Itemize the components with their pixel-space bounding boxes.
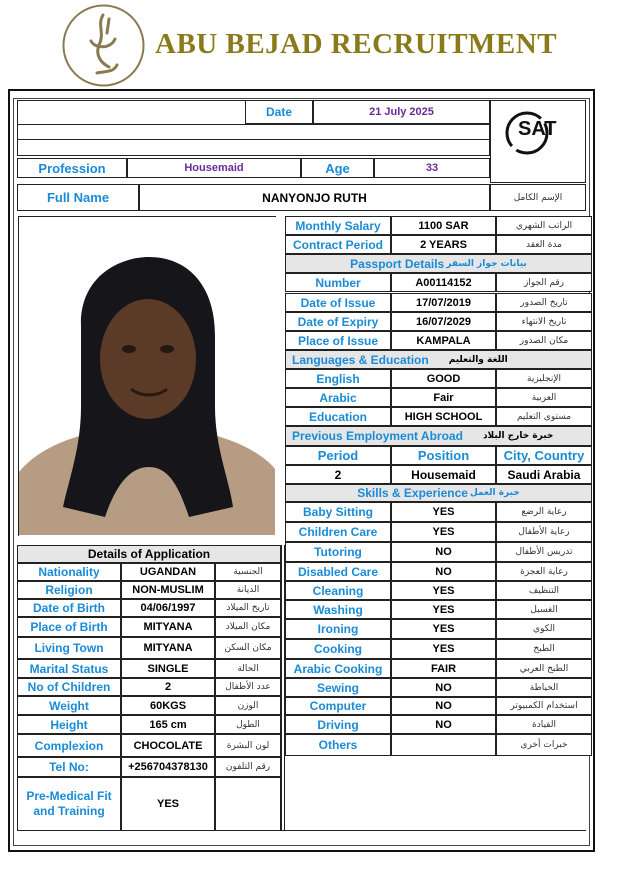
- languages-section-ar: اللغة والتعليم: [448, 354, 508, 365]
- application-row-ar: عدد الأطفال: [215, 678, 281, 696]
- fullname-label: Full Name: [17, 184, 139, 211]
- passport-section-ar: بيانات جواز السفر: [446, 258, 527, 269]
- application-row-value: CHOCOLATE: [121, 734, 215, 757]
- skill-row-label: Disabled Care: [285, 562, 391, 581]
- language-row-value: HIGH SCHOOL: [391, 407, 496, 426]
- application-row-label: Height: [17, 715, 121, 734]
- fullname-value: NANYONJO RUTH: [139, 184, 490, 211]
- candidate-photo: [18, 216, 276, 536]
- language-row-value: Fair: [391, 388, 496, 407]
- skill-row-value: [391, 734, 496, 756]
- application-row-label: Weight: [17, 696, 121, 715]
- salary-ar: الراتب الشهري: [496, 216, 592, 235]
- employment-section-ar: خبرة خارج البلاد: [482, 431, 554, 441]
- skill-row-label: Cleaning: [285, 581, 391, 600]
- company-name: ABU BEJAD RECRUITMENT: [155, 28, 558, 60]
- skill-row-label: Arabic Cooking: [285, 659, 391, 678]
- application-row-value: MITYANA: [121, 637, 215, 659]
- language-row-label: Education: [285, 407, 391, 426]
- skill-row-label: Computer: [285, 697, 391, 715]
- skill-row-label: Baby Sitting: [285, 502, 391, 522]
- passport-row-label: Date of Issue: [285, 293, 391, 312]
- date-value: 21 July 2025: [313, 100, 490, 124]
- language-row-label: Arabic: [285, 388, 391, 407]
- application-row-label: Pre-Medical Fit and Training: [17, 777, 121, 831]
- passport-row-ar: تاريخ الصدور: [496, 293, 592, 312]
- skill-row-value: YES: [391, 639, 496, 659]
- skill-row-value: YES: [391, 581, 496, 600]
- application-row-ar: الديانة: [215, 581, 281, 599]
- fullname-ar: الإسم الكامل: [490, 184, 586, 211]
- skill-row-value: YES: [391, 522, 496, 542]
- passport-row-ar: رقم الجواز: [496, 273, 592, 292]
- sat-logo-text: SAT: [518, 118, 557, 140]
- skill-row-value: FAIR: [391, 659, 496, 678]
- passport-row-value: A00114152: [391, 273, 496, 292]
- application-row-label: Tel No:: [17, 757, 121, 777]
- application-row-ar: مكان السكن: [215, 637, 281, 659]
- skill-row-ar: رعاية الرضع: [496, 502, 592, 522]
- skill-row-value: YES: [391, 619, 496, 639]
- skill-row-label: Children Care: [285, 522, 391, 542]
- skill-row-label: Others: [285, 734, 391, 756]
- employment-col-period: Period: [285, 446, 391, 465]
- skill-row-ar: الغسيل: [496, 600, 592, 619]
- employment-col-position: Position: [391, 446, 496, 465]
- application-title: Details of Application: [17, 545, 281, 563]
- application-row-ar: رقم التلفون: [215, 757, 281, 777]
- skill-row-label: Sewing: [285, 678, 391, 697]
- skill-row-label: Tutoring: [285, 542, 391, 562]
- skill-row-ar: استخدام الكمبيوتر: [496, 697, 592, 715]
- application-row-label: Place of Birth: [17, 617, 121, 637]
- application-row-value: +256704378130: [121, 757, 215, 777]
- employment-section: [285, 426, 592, 446]
- language-row-label: English: [285, 369, 391, 388]
- passport-row-label: Date of Expiry: [285, 312, 391, 331]
- application-row-value: 60KGS: [121, 696, 215, 715]
- application-row-label: Marital Status: [17, 659, 121, 678]
- skill-row-value: NO: [391, 697, 496, 715]
- skill-row-label: Ironing: [285, 619, 391, 639]
- salary-value: 1100 SAR: [391, 216, 496, 235]
- skill-row-ar: الطبخ العربي: [496, 659, 592, 678]
- skill-row-ar: رعاية العجزة: [496, 562, 592, 581]
- application-row-value: UGANDAN: [121, 563, 215, 581]
- application-row-ar: الوزن: [215, 696, 281, 715]
- employment-city: Saudi Arabia: [496, 465, 592, 484]
- employment-section-text: Previous Employment Abroad: [292, 429, 463, 443]
- language-row-ar: العربية: [496, 388, 592, 407]
- skill-row-value: YES: [391, 600, 496, 619]
- application-row-label: Living Town: [17, 637, 121, 659]
- passport-row-value: 16/07/2029: [391, 312, 496, 331]
- passport-row-ar: تاريخ الانتهاء: [496, 312, 592, 331]
- skill-row-ar: الطبخ: [496, 639, 592, 659]
- contract-value: 2 YEARS: [391, 235, 496, 254]
- application-row-value: 165 cm: [121, 715, 215, 734]
- skill-row-label: Washing: [285, 600, 391, 619]
- skill-row-label: Cooking: [285, 639, 391, 659]
- skill-row-ar: الخياطة: [496, 678, 592, 697]
- skill-row-value: YES: [391, 502, 496, 522]
- passport-row-value: 17/07/2019: [391, 293, 496, 312]
- profession-label: Profession: [17, 158, 127, 178]
- skill-row-label: Driving: [285, 715, 391, 734]
- application-row-label: Religion: [17, 581, 121, 599]
- sat-logo: [490, 100, 586, 183]
- skill-row-value: NO: [391, 562, 496, 581]
- application-row-value: 04/06/1997: [121, 599, 215, 617]
- skill-row-ar: الكوي: [496, 619, 592, 639]
- application-row-ar: [215, 777, 281, 831]
- skill-row-ar: خبرات أخرى: [496, 734, 592, 756]
- skills-section-text: Skills & Experience: [357, 486, 468, 500]
- salary-label: Monthly Salary: [285, 216, 391, 235]
- profession-value: Housemaid: [127, 158, 301, 178]
- passport-row-label: Place of Issue: [285, 331, 391, 350]
- application-row-value: 2: [121, 678, 215, 696]
- application-row-ar: لون البشرة: [215, 734, 281, 757]
- languages-section: [285, 350, 592, 369]
- application-row-ar: الحالة: [215, 659, 281, 678]
- date-label: Date: [245, 100, 313, 124]
- skill-row-value: NO: [391, 678, 496, 697]
- skills-section: [285, 484, 592, 502]
- application-row-value: SINGLE: [121, 659, 215, 678]
- skill-row-ar: رعاية الأطفال: [496, 522, 592, 542]
- application-row-label: Complexion: [17, 734, 121, 757]
- application-row-label: Date of Birth: [17, 599, 121, 617]
- skills-section-ar: خبرة العمل: [469, 488, 520, 498]
- application-row-ar: الجنسية: [215, 563, 281, 581]
- application-row-value: YES: [121, 777, 215, 831]
- employment-period: 2: [285, 465, 391, 484]
- application-row-ar: الطول: [215, 715, 281, 734]
- age-value: 33: [374, 158, 490, 178]
- passport-row-value: KAMPALA: [391, 331, 496, 350]
- passport-section-text: Passport Details: [350, 256, 445, 271]
- application-row-ar: مكان الميلاد: [215, 617, 281, 637]
- skill-row-ar: القيادة: [496, 715, 592, 734]
- application-row-label: No of Children: [17, 678, 121, 696]
- language-row-ar: مستوى التعليم: [496, 407, 592, 426]
- skill-row-ar: التنظيف: [496, 581, 592, 600]
- application-row-value: NON-MUSLIM: [121, 581, 215, 599]
- language-row-value: GOOD: [391, 369, 496, 388]
- application-row-label: Nationality: [17, 563, 121, 581]
- passport-row-label: Number: [285, 273, 391, 292]
- employment-col-city: City, Country: [496, 446, 592, 465]
- company-logo: [61, 3, 146, 88]
- passport-section: [285, 254, 592, 273]
- employment-position: Housemaid: [391, 465, 496, 484]
- passport-row-ar: مكان الصدور: [496, 331, 592, 350]
- skill-row-ar: تدريس الأطفال: [496, 542, 592, 562]
- application-row-ar: تاريخ الميلاد: [215, 599, 281, 617]
- application-row-value: MITYANA: [121, 617, 215, 637]
- contract-label: Contract Period: [285, 235, 391, 254]
- skill-row-value: NO: [391, 542, 496, 562]
- language-row-ar: الإنجليزية: [496, 369, 592, 388]
- languages-section-text: Languages & Education: [292, 352, 429, 367]
- contract-ar: مدة العقد: [496, 235, 592, 254]
- age-label: Age: [301, 158, 374, 178]
- skill-row-value: NO: [391, 715, 496, 734]
